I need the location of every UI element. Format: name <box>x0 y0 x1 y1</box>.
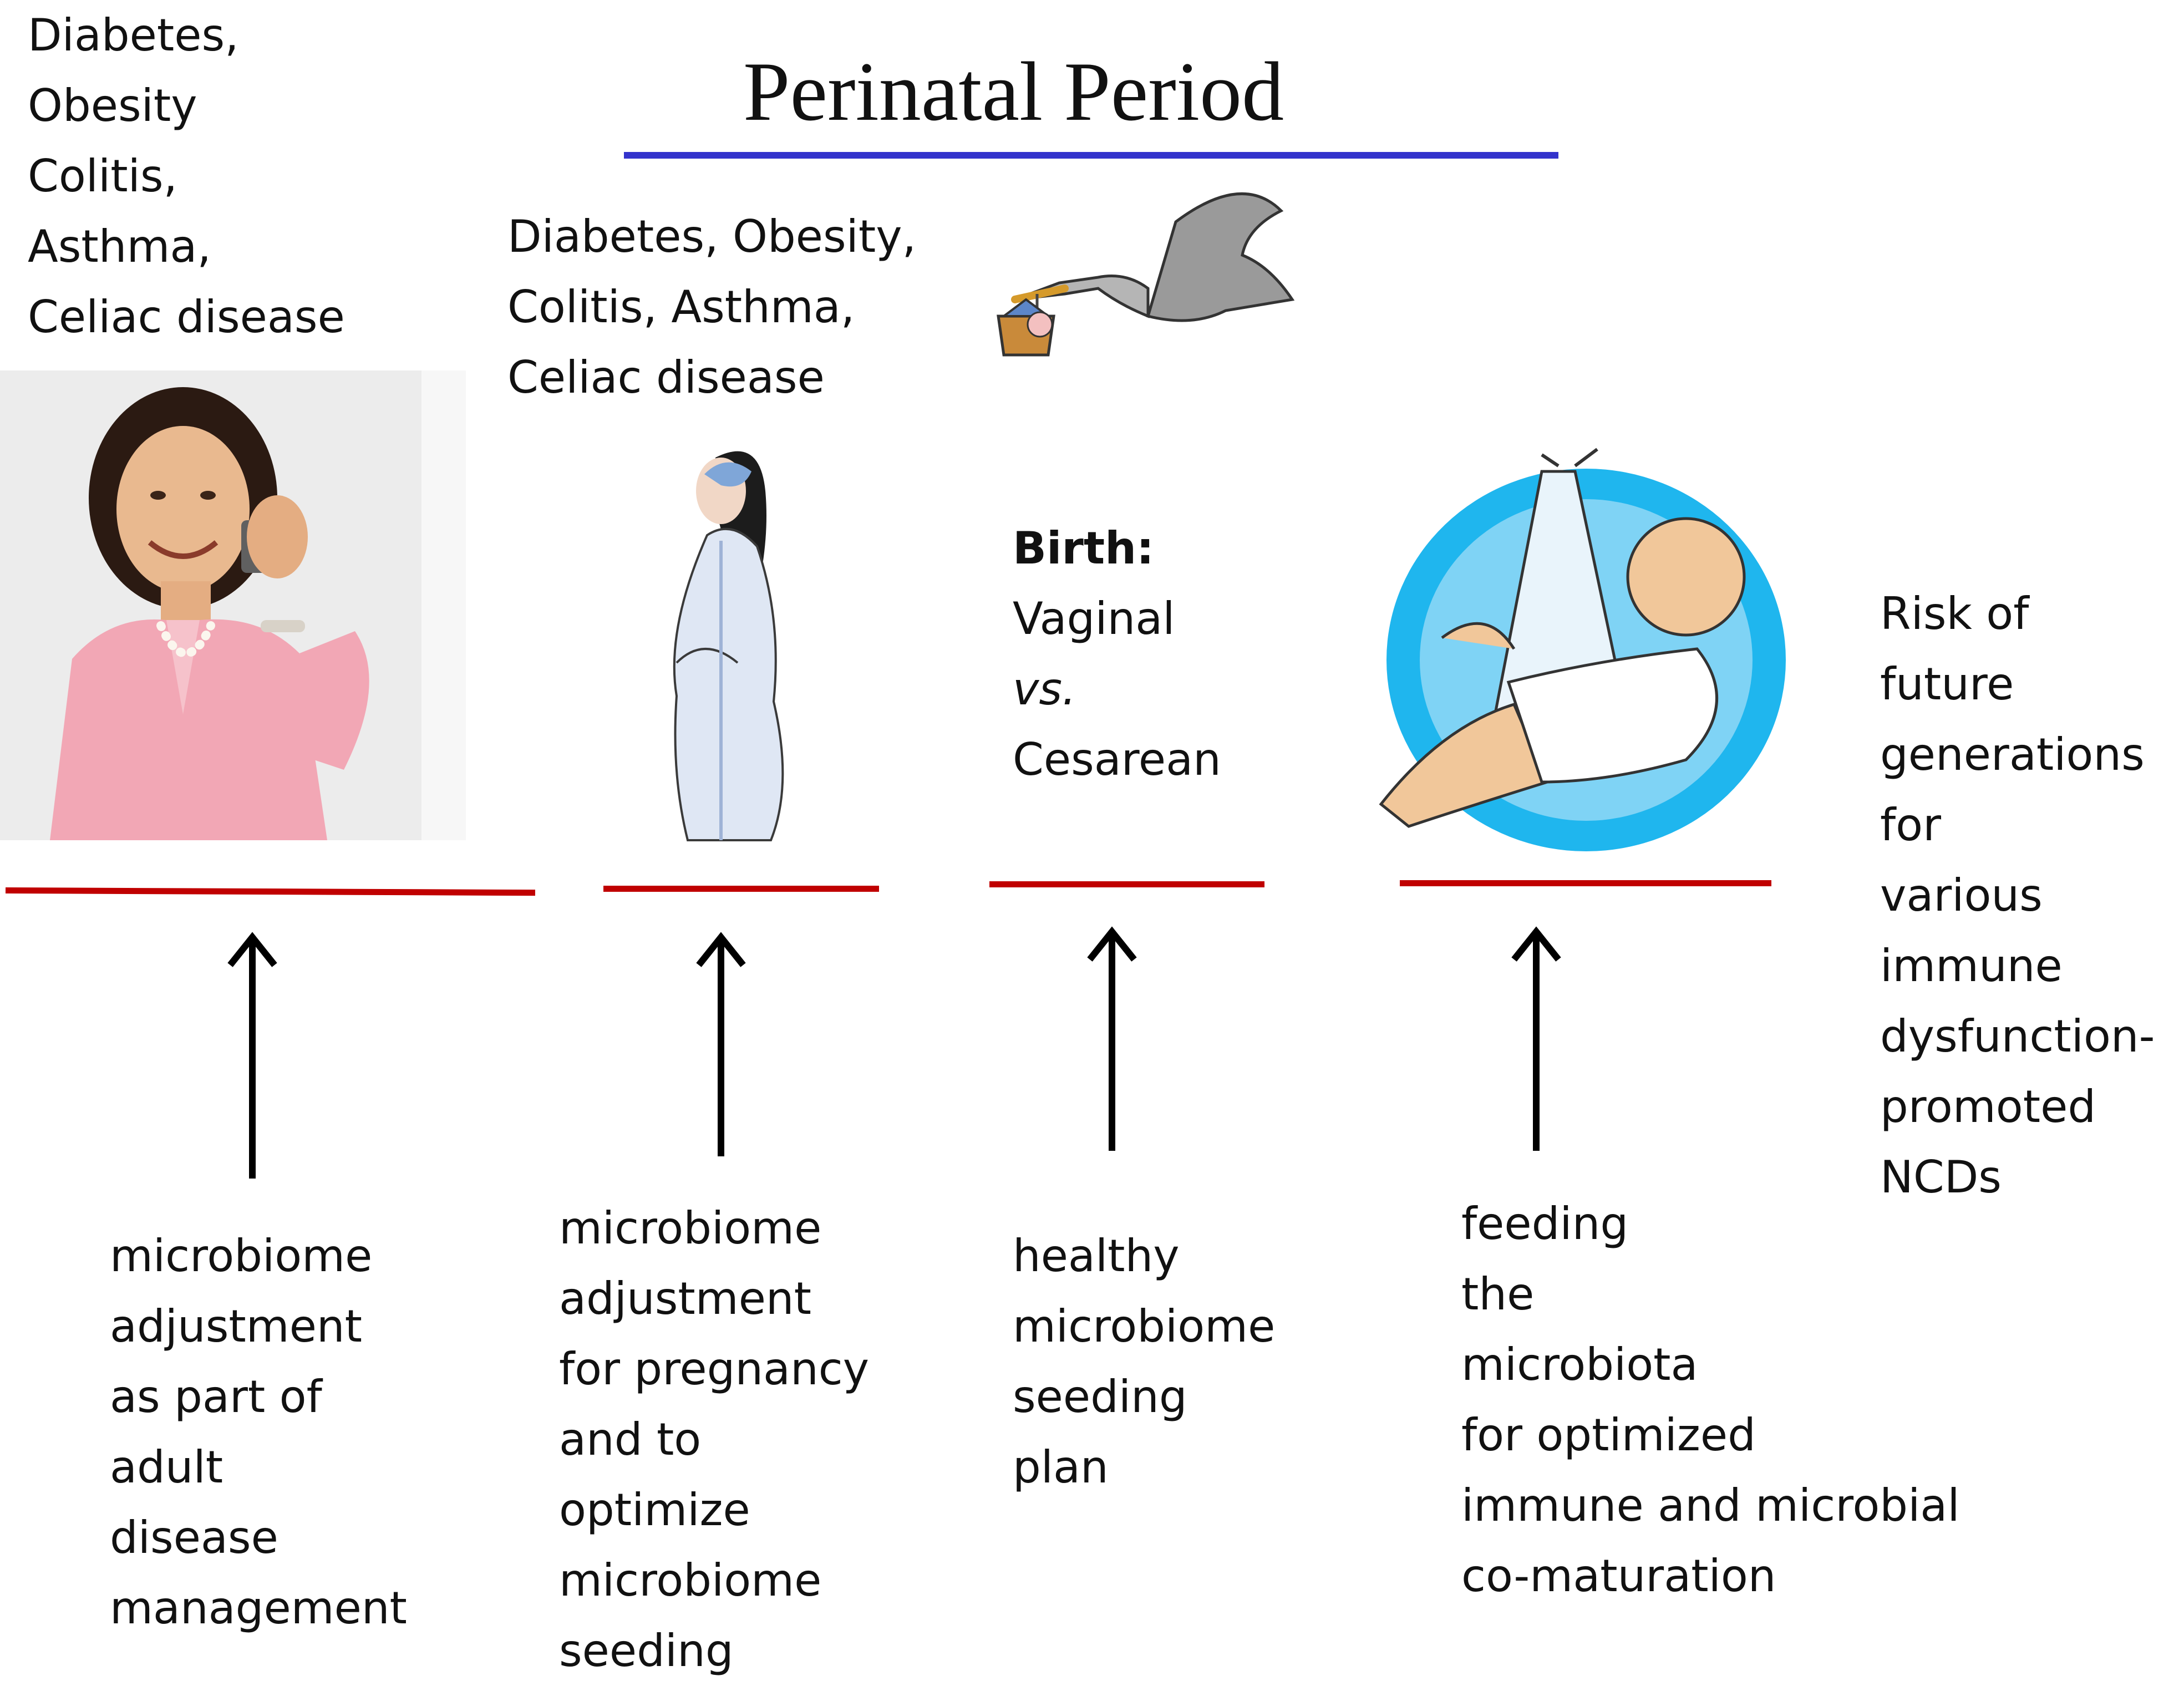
page-title: Perinatal Period <box>743 45 1284 138</box>
stage-text-infancy <box>1461 1189 1960 1611</box>
stage-adult-line-3: as part of <box>110 1371 322 1423</box>
pregnancy-disease-1: Diabetes, Obesity, <box>507 211 916 262</box>
adult-disease-2: Obesity <box>28 80 197 131</box>
stage-adult-line-4: adult <box>110 1441 224 1493</box>
stage-rule-pregnancy <box>603 886 879 892</box>
birth-cesarean: Cesarean <box>1013 734 1221 785</box>
stage-infancy-line-6: co-maturation <box>1461 1550 1776 1602</box>
stage-birth-line-4: plan <box>1013 1441 1109 1493</box>
arrow-up-birth <box>1087 926 1137 1154</box>
risk-block <box>1880 578 2155 1212</box>
risk-line-4: for <box>1880 799 1941 851</box>
stage-text-pregnancy <box>559 1193 869 1686</box>
adult-disease-3: Colitis, <box>28 150 177 202</box>
stage-infancy-line-4: for optimized <box>1461 1409 1756 1461</box>
stage-text-birth <box>1013 1221 1275 1502</box>
stage-birth-line-1: healthy <box>1013 1230 1180 1282</box>
risk-line-7: dysfunction- <box>1880 1010 2155 1062</box>
risk-line-5: various <box>1880 870 2043 921</box>
stage-pregnancy-line-7: seeding <box>559 1625 734 1677</box>
stage-infancy-line-1: feeding <box>1461 1198 1629 1250</box>
adult-diseases-list <box>28 0 345 352</box>
birth-vaginal: Vaginal <box>1013 593 1175 644</box>
stage-birth-line-3: seeding <box>1013 1371 1187 1423</box>
stage-pregnancy-line-2: adjustment <box>559 1273 811 1324</box>
pregnancy-diseases-list <box>507 201 916 413</box>
risk-line-2: future <box>1880 658 2014 710</box>
title-underline <box>624 152 1558 159</box>
risk-line-8: promoted <box>1880 1081 2096 1133</box>
stage-birth-line-2: microbiome <box>1013 1301 1276 1352</box>
risk-line-1: Risk of <box>1880 588 2029 639</box>
woman-on-phone-photo <box>0 370 466 840</box>
birth-heading: Birth: <box>1013 522 1155 574</box>
stage-adult-line-5: disease <box>110 1512 278 1563</box>
stage-rule-adult <box>6 887 535 896</box>
stage-pregnancy-line-4: and to <box>559 1414 702 1465</box>
stage-adult-line-6: management <box>110 1582 407 1634</box>
stage-adult-line-2: adjustment <box>110 1301 362 1352</box>
stage-adult-line-1: microbiome <box>110 1230 373 1282</box>
adult-disease-5: Celiac disease <box>28 291 345 343</box>
stork-icon <box>982 189 1298 377</box>
risk-line-3: generations <box>1880 729 2145 780</box>
adult-disease-1: Diabetes, <box>28 9 239 61</box>
pregnant-woman-icon <box>654 441 810 846</box>
adult-disease-4: Asthma, <box>28 221 211 272</box>
arrow-up-infancy <box>1511 926 1561 1154</box>
stage-pregnancy-line-1: microbiome <box>559 1202 822 1254</box>
birth-block <box>1013 513 1221 795</box>
stage-infancy-line-3: microbiota <box>1461 1339 1698 1390</box>
pregnancy-disease-3: Celiac disease <box>507 352 825 403</box>
birth-vs: vs. <box>1013 663 1076 715</box>
stage-infancy-line-2: the <box>1461 1268 1535 1320</box>
stage-text-adult <box>110 1221 407 1643</box>
stage-pregnancy-line-5: optimize <box>559 1484 750 1536</box>
stage-rule-birth <box>989 881 1264 887</box>
baby-in-sling-icon <box>1375 449 1791 857</box>
pregnancy-disease-2: Colitis, Asthma, <box>507 281 855 333</box>
risk-line-6: immune <box>1880 940 2063 992</box>
stage-infancy-line-5: immune and microbial <box>1461 1480 1960 1531</box>
stage-pregnancy-line-3: for pregnancy <box>559 1343 870 1395</box>
risk-line-9: NCDs <box>1880 1151 2002 1203</box>
stage-pregnancy-line-6: microbiome <box>559 1555 822 1606</box>
arrow-up-adult <box>227 932 277 1181</box>
stage-rule-infancy <box>1400 880 1771 886</box>
arrow-up-pregnancy <box>696 932 746 1159</box>
